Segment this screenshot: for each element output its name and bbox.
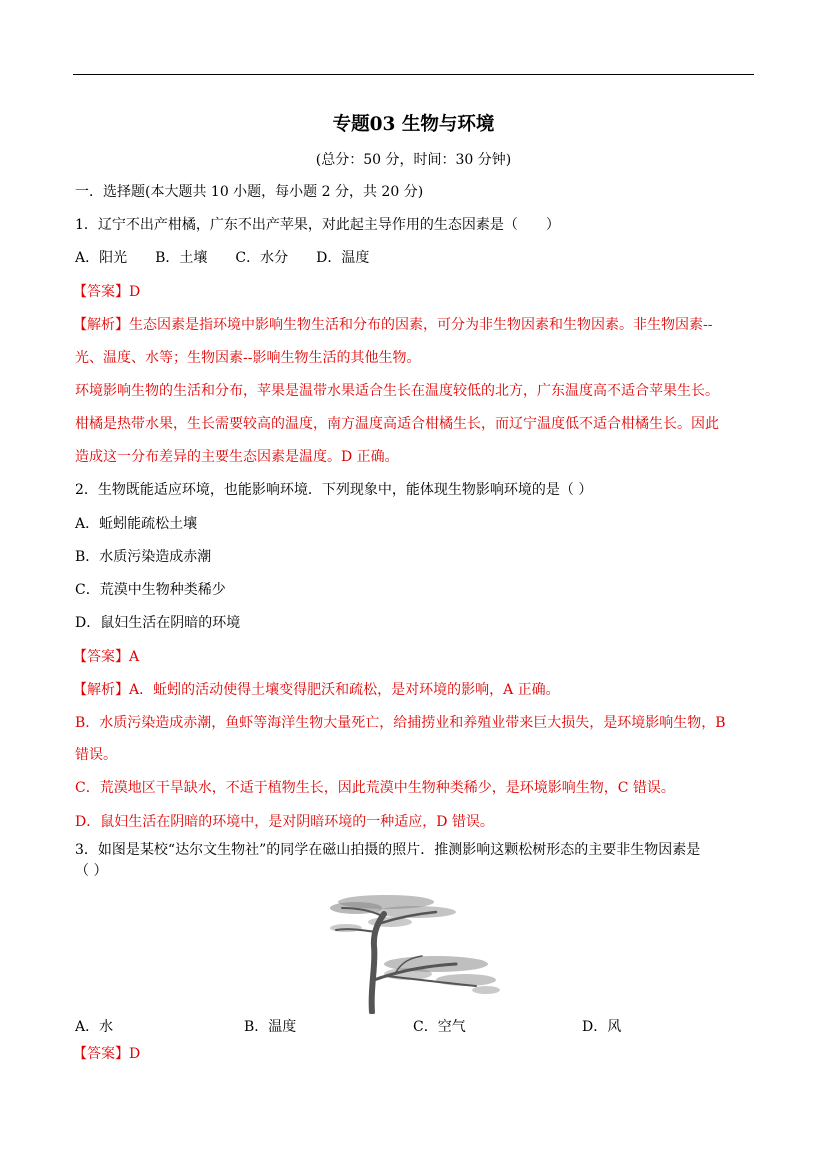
- q3-option-d: D．风: [582, 1019, 622, 1035]
- q3-option-b: B．温度: [244, 1019, 297, 1035]
- q2-option-b: B．水质污染造成赤潮: [75, 549, 212, 565]
- q1-analysis-line: 环境影响生物的生活和分布，苹果是温带水果适合生长在温度较低的北方，广东温度高不适合苹果生长。: [75, 383, 719, 399]
- q1-stem: 1．辽宁不出产柑橘，广东不出产苹果，对此起主导作用的生态因素是（ ）: [75, 217, 560, 233]
- q3-option-c: C．空气: [413, 1019, 466, 1035]
- q2-stem: 2．生物既能适应环境，也能影响环境．下列现象中，能体现生物影响环境的是（ ）: [75, 482, 593, 498]
- q2-answer: 【答案】A: [73, 649, 140, 665]
- page-subtitle: (总分：50 分，时间：30 分钟): [315, 152, 512, 168]
- q2-analysis-line: 错误。: [75, 747, 117, 763]
- q2-analysis-line: 【解析】A．蚯蚓的活动使得土壤变得肥沃和疏松，是对环境的影响，A 正确。: [73, 682, 560, 698]
- q2-option-d: D．鼠妇生活在阴暗的环境: [75, 615, 241, 631]
- q1-options: A．阳光 B．土壤 C．水分 D．温度: [75, 250, 370, 266]
- q1-analysis-line: 光、温度、水等；生物因素--影响生物生活的其他生物。: [75, 350, 421, 366]
- q3-stem-tail: （ ）: [75, 863, 108, 879]
- q2-option-a: A．蚯蚓能疏松土壤: [75, 516, 198, 532]
- q1-analysis-line: 柑橘是热带水果，生长需要较高的温度，南方温度高适合柑橘生长，而辽宁温度低不适合柑橘生长。因此: [75, 416, 719, 432]
- q1-analysis-line: 【解析】生态因素是指环境中影响生物生活和分布的因素，可分为非生物因素和生物因素。非生物因素--: [73, 317, 713, 333]
- page-title: 专题03 生物与环境: [332, 114, 495, 135]
- q1-analysis-line: 造成这一分布差异的主要生态因素是温度。D 正确。: [75, 449, 399, 465]
- q3-option-a: A．水: [75, 1019, 114, 1035]
- header-rule: [73, 74, 754, 75]
- pine-tree-photo: [326, 888, 501, 1014]
- q2-analysis-line: C．荒漠地区干旱缺水，不适于植物生长，因此荒漠中生物种类稀少，是环境影响生物，C 错误。: [75, 780, 675, 796]
- section-heading: 一．选择题(本大题共 10 小题，每小题 2 分，共 20 分): [75, 184, 424, 200]
- q2-option-c: C．荒漠中生物种类稀少: [75, 582, 226, 598]
- q3-stem: 3．如图是某校“达尔文生物社”的同学在磁山拍摄的照片．推测影响这颗松树形态的主要非生物因素是: [75, 842, 701, 858]
- q1-answer: 【答案】D: [73, 284, 141, 300]
- q3-answer: 【答案】D: [73, 1046, 141, 1062]
- q2-analysis-line: D．鼠妇生活在阴暗的环境中，是对阴暗环境的一种适应，D 错误。: [75, 814, 494, 830]
- q2-analysis-line: B．水质污染造成赤潮，鱼虾等海洋生物大量死亡，给捕捞业和养殖业带来巨大损失，是环境影响生物，B: [75, 715, 726, 731]
